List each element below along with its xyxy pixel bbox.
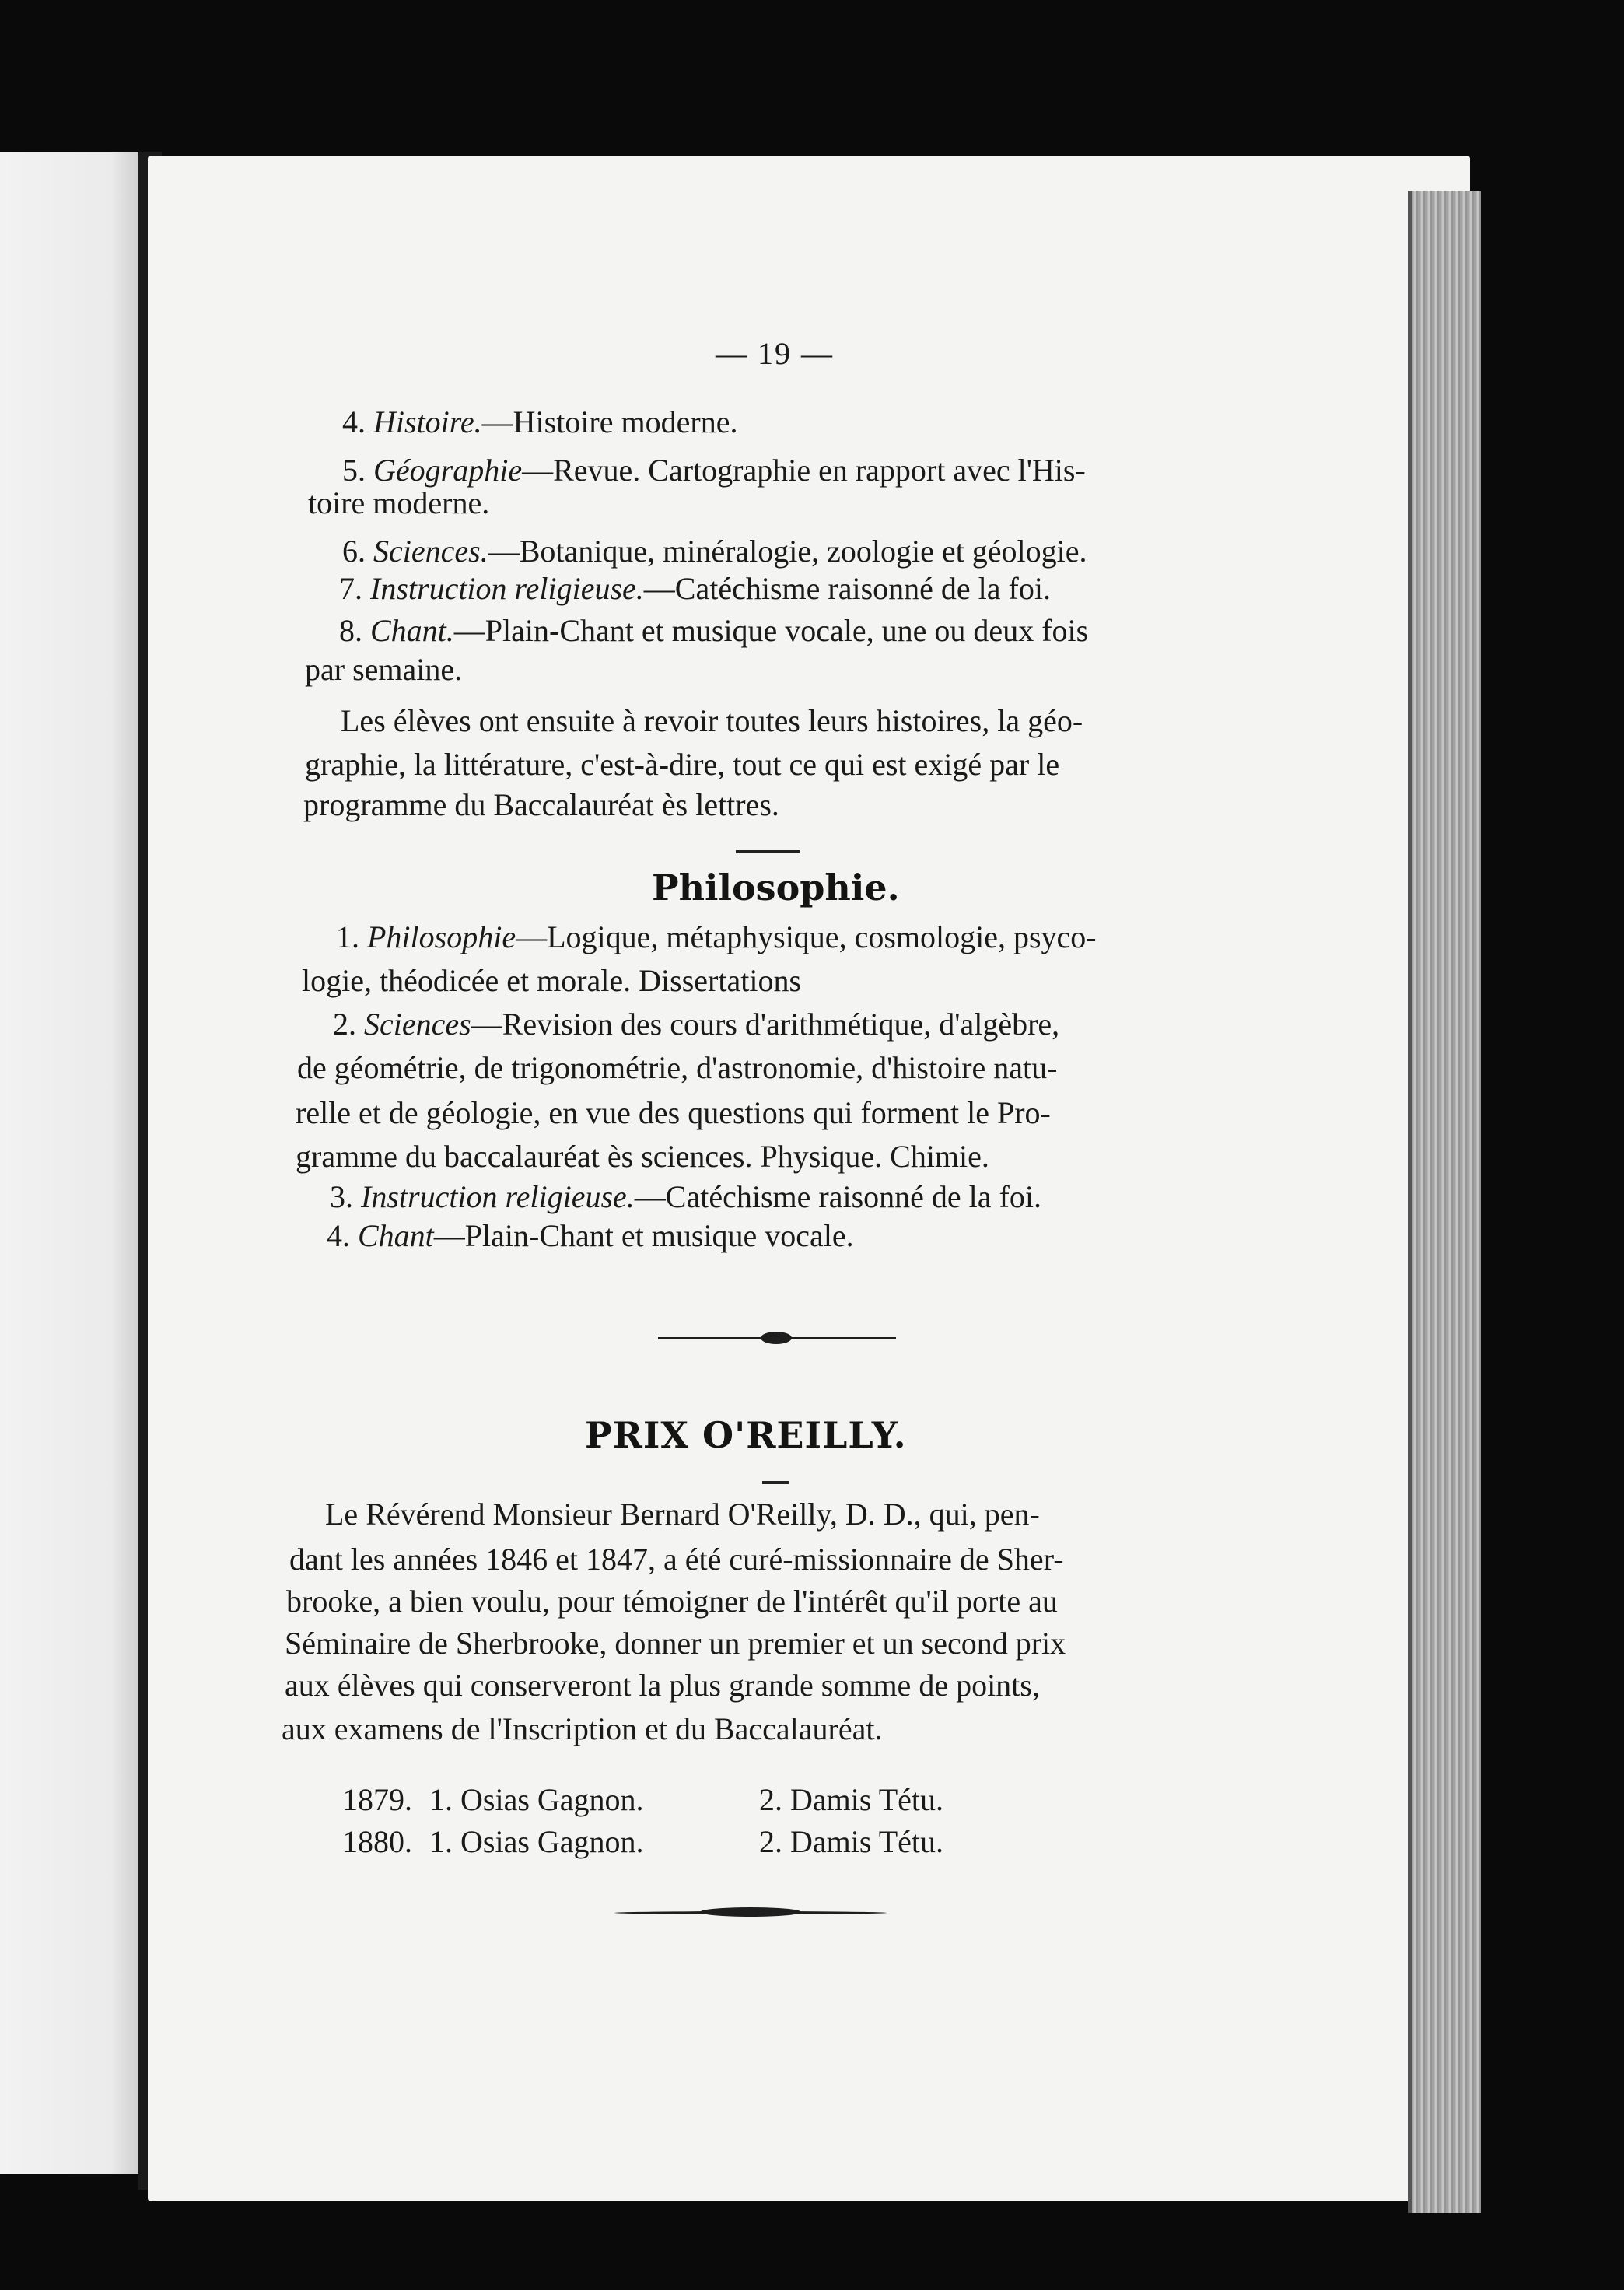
item-number: 3.	[330, 1179, 353, 1214]
philosophie-item	[333, 1003, 1059, 1045]
facing-page-edge	[0, 152, 138, 2174]
curriculum-item	[339, 610, 1088, 652]
short-rule	[736, 850, 800, 853]
item-text: —Catéchisme raisonné de la foi.	[634, 1179, 1041, 1214]
item-subject: Chant	[358, 1218, 434, 1253]
paragraph-line: graphie, la littérature, c'est-à-dire, tout ce qui est exigé par le	[305, 747, 1060, 782]
item-number: 6.	[342, 534, 366, 569]
curriculum-item	[342, 530, 1087, 572]
philosophie-item-continued	[296, 1092, 1051, 1134]
item-text: relle et de géologie, en vue des questions qui forment le Pro-	[296, 1095, 1051, 1130]
paragraph-line: Séminaire de Sherbrooke, donner un premier et un second prix	[285, 1626, 1066, 1661]
philosophie-item-continued	[296, 1136, 989, 1178]
item-subject: Histoire.	[373, 404, 482, 439]
item-number: 1.	[336, 919, 359, 954]
item-number: 2.	[333, 1007, 356, 1042]
item-text: —Plain-Chant et musique vocale, une ou deux fois	[453, 613, 1089, 648]
item-text: par semaine.	[305, 652, 463, 687]
item-subject: Chant.	[370, 613, 454, 648]
winner-row	[342, 1823, 644, 1860]
paragraph-line: Les élèves ont ensuite à revoir toutes leurs histoires, la géo-	[341, 703, 1083, 738]
second-prize: 2. Damis Tétu.	[759, 1782, 944, 1817]
curriculum-item	[339, 568, 1051, 610]
page-number: — 19 —	[716, 336, 834, 371]
item-subject: Géographie	[373, 453, 523, 488]
philosophie-item-continued	[297, 1047, 1057, 1089]
paragraph-line: programme du Baccalauréat ès lettres.	[303, 787, 779, 822]
curriculum-item	[342, 401, 737, 443]
item-number: 7.	[339, 571, 362, 606]
paragraph-line: brooke, a bien voulu, pour témoigner de l'intérêt qu'il porte au	[286, 1584, 1058, 1619]
page-stack-edges	[1408, 191, 1481, 2213]
second-prize-cell	[759, 1781, 943, 1818]
item-number: 8.	[339, 613, 362, 648]
item-text: toire moderne.	[308, 485, 490, 520]
item-number: 4.	[342, 404, 366, 439]
philosophie-item-continued	[302, 960, 801, 1002]
first-prize: 1. Osias Gagnon.	[429, 1782, 644, 1817]
philosophie-item	[330, 1176, 1041, 1218]
philosophie-item	[336, 916, 1097, 958]
first-prize: 1. Osias Gagnon.	[429, 1824, 644, 1859]
second-prize-cell	[759, 1823, 943, 1860]
curriculum-item-continued	[305, 649, 462, 691]
ornamental-divider	[658, 1335, 896, 1341]
item-text: logie, théodicée et morale. Dissertations	[302, 963, 802, 998]
item-text: —Botanique, minéralogie, zoologie et géologie.	[488, 534, 1087, 569]
paragraph-line: aux examens de l'Inscription et du Baccalauréat.	[282, 1711, 883, 1746]
item-text: —Plain-Chant et musique vocale.	[433, 1218, 854, 1253]
item-text: —Logique, métaphysique, cosmologie, psyco-	[516, 919, 1097, 954]
item-number: 4.	[327, 1218, 350, 1253]
item-subject: Philosophie	[367, 919, 516, 954]
item-text: —Histoire moderne.	[481, 404, 738, 439]
second-prize: 2. Damis Tétu.	[759, 1824, 944, 1859]
item-subject: Instruction religieuse.	[370, 571, 644, 606]
paragraph-line: Le Révérend Monsieur Bernard O'Reilly, D. D., qui, pen-	[325, 1497, 1040, 1532]
item-text: —Revue. Cartographie en rapport avec l'His-	[522, 453, 1086, 488]
item-text: —Catéchisme raisonné de la foi.	[643, 571, 1051, 606]
winner-row	[342, 1781, 644, 1818]
item-text: gramme du baccalauréat ès sciences. Physique. Chimie.	[296, 1139, 989, 1174]
item-number: 5.	[342, 453, 366, 488]
item-subject: Sciences.	[373, 534, 488, 569]
ornamental-divider	[614, 1909, 887, 1915]
section-heading: PRIX O'REILLY.	[585, 1414, 907, 1456]
item-subject: Instruction religieuse.	[361, 1179, 635, 1214]
item-text: de géométrie, de trigonométrie, d'astronomie, d'histoire natu-	[297, 1050, 1058, 1085]
paragraph-line: aux élèves qui conserveront la plus grande somme de points,	[285, 1668, 1040, 1703]
winner-year: 1879.	[342, 1782, 412, 1817]
item-text: —Revision des cours d'arithmétique, d'algèbre,	[471, 1007, 1060, 1042]
section-heading: Philosophie.	[652, 867, 900, 909]
short-rule	[762, 1481, 789, 1484]
curriculum-item-continued	[308, 482, 489, 524]
winner-year: 1880.	[342, 1824, 412, 1859]
paragraph-line: dant les années 1846 et 1847, a été curé-missionnaire de Sher-	[289, 1542, 1064, 1577]
philosophie-item	[327, 1215, 854, 1257]
item-subject: Sciences	[364, 1007, 471, 1042]
